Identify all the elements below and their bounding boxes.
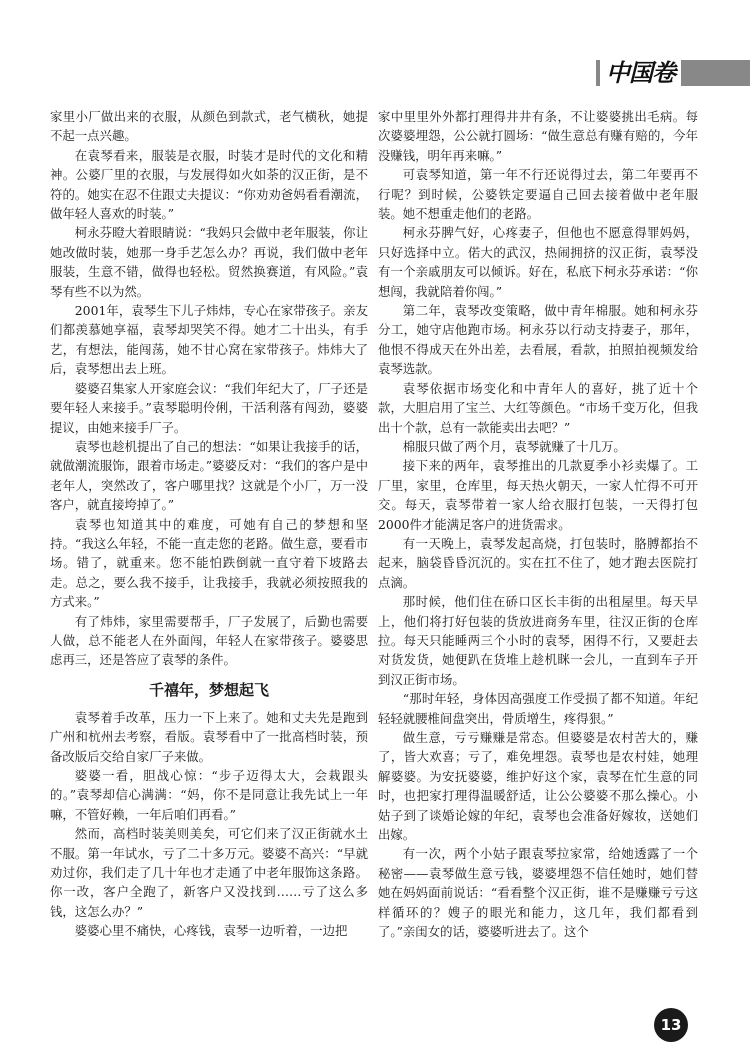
paragraph: 然而，高档时装美则美矣，可它们来了汉正街就水土不服。第一年试水，亏了二十多万元。婆婆不高兴：“早就劝过你，我们走了几十年也才走通了中老年服饰这条路。你一改，客户全跑了，新客户又没找到……亏了这么多钱，这怎么办？” xyxy=(50,826,368,919)
left-column xyxy=(50,107,368,941)
paragraph: 有一次，两个小姑子跟袁琴拉家常，给她透露了一个秘密——袁琴做生意亏钱，婆婆埋怨不信任她时，她们替她在妈妈面前说话：“看看整个汉正街，谁不是赚赚亏亏这样循环的？嫂子的眼光和能力，这几年，我们都看到了。”亲闺女的话，婆婆听进去了。这个 xyxy=(378,846,698,940)
paragraph: 可袁琴知道，第一年不行还说得过去，第二年要再不行呢？到时候，公婆铁定要逼自己回去接着做中老年服装。她不想重走他们的老路。 xyxy=(378,167,698,222)
paragraph: 袁琴依据市场变化和中青年人的喜好，挑了近十个款，大胆启用了宝兰、大红等颜色。“市场千变万化，但我出十个款，总有一款能卖出去吧？” xyxy=(378,380,698,435)
magazine-logo: 中国卷 xyxy=(600,58,681,88)
paragraph: 袁琴也趁机提出了自己的想法：“如果让我接手的话，就做潮流服饰，跟着市场走。”婆婆反对：“我们的客户是中老年人，突然改了，客户哪里找？这就是个小厂，万一没客户，就直接垮掉了。” xyxy=(50,438,368,513)
paragraph: 婆婆心里不痛快，心疼钱，袁琴一边听着，一边把 xyxy=(74,923,348,939)
paragraph: 第二年，袁琴改变策略，做中青年棉服。她和柯永芬分工，她守店他跑市场。柯永芬以行动支持妻子，那年，他恨不得成天在外出差，去看展，看款，拍照拍视频发给袁琴选款。 xyxy=(378,303,698,377)
paragraph: 棉服只做了两个月，袁琴就赚了十几万。 xyxy=(402,438,626,454)
paragraph: 接下来的两年，袁琴推出的几款夏季小衫卖爆了。工厂里，家里，仓库里，每天热火朝天，一家人忙得不可开交。每天，袁琴带着一家人给衣服打包装，一天得打包2000件才能满足客户的进货需求。 xyxy=(378,458,698,532)
paragraph: 家里小厂做出来的衣服，从颜色到款式，老气横秋，她提不起一点兴趣。 xyxy=(50,109,368,144)
section-heading: 千禧年，梦想起飞 xyxy=(148,680,269,699)
paragraph: 柯永芬脾气好，心疼妻子，但他也不愿意得罪妈妈，只好选择中立。偌大的武汉，热闹拥挤的汉正街，袁琴没有一个亲戚朋友可以倾诉。好在，私底下柯永芬承诺：“你想闯，我就陪着你闯。” xyxy=(378,225,698,299)
paragraph: “那时年轻，身体因高强度工作受损了都不知道。年纪轻轻就腰椎间盘突出，骨质增生，疼得狠。” xyxy=(378,691,698,726)
paragraph: 袁琴着手改革，压力一下上来了。她和丈夫先是跑到广州和杭州去考察，看版。袁琴看中了一批高档时装，预备改版后交给自家厂子来做。 xyxy=(50,709,368,764)
paragraph: 有一天晚上，袁琴发起高烧，打包装时，胳膊都抬不起来，脑袋昏昏沉沉的。实在扛不住了，她才跑去医院打点滴。 xyxy=(378,535,698,590)
paragraph: 袁琴也知道其中的难度，可她有自己的梦想和坚持。“我这么年轻，不能一直走您的老路。做生意，要看市场。错了，就重来。您不能怕跌倒就一直守着下坡路去走。总之，要么我不接手，让我接手，我就必须按照我的方式来。” xyxy=(50,516,368,610)
paragraph: 那时候，他们住在硚口区长丰街的出租屋里。每天早上，他们将打好包装的货放进商务车里，往汉正街的仓库拉。每天只能睡两三个小时的袁琴，困得不行，又要赶去对货发货，她便趴在货堆上趁机眯一会儿，一直到车子开到汉正街市场。 xyxy=(378,594,698,687)
right-column xyxy=(378,107,698,941)
paragraph: 做生意，亏亏赚赚是常态。但婆婆是农村苦大的，赚了，皆大欢喜；亏了，难免埋怨。袁琴也是农村娃，她理解婆婆。为安抚婆婆，维护好这个家，袁琴在忙生意的同时，也把家打理得温暖舒适，让公公婆婆不那么操心。小姑子到了谈婚论嫁的年纪，袁琴也会准备好嫁妆，送她们出嫁。 xyxy=(378,730,698,843)
paragraph: 柯永芬瞪大着眼睛说：“我妈只会做中老年服装，你让她改做时装，她那一身手艺怎么办？再说，我们做中老年服装，生意不错，做得也轻松。贸然换赛道，有风险。”袁琴有些不以为然。 xyxy=(50,225,368,299)
paragraph: 有了炜炜，家里需要帮手，厂子发展了，后勤也需要人做，总不能老人在外面闯，年轻人在家带孩子。婆婆思虑再三，还是答应了袁琴的条件。 xyxy=(50,613,368,668)
paragraph: 2001年，袁琴生下儿子炜炜，专心在家带孩子。亲友们都羡慕她享福，袁琴却哭笑不得。她才二十出头，有手艺，有想法，能闯荡，她不甘心窝在家带孩子。炜炜大了后，袁琴想出去上班。 xyxy=(50,303,368,377)
paragraph: 在袁琴看来，服装是衣服，时装才是时代的文化和精神。公婆厂里的衣服，与发展得如火如荼的汉正街，是不符的。她实在忍不住跟丈夫提议：“你劝劝爸妈看看潮流，做年轻人喜欢的时装。” xyxy=(50,147,368,222)
paragraph: 婆婆召集家人开家庭会议：“我们年纪大了，厂子还是要年轻人来接手。”袁琴聪明伶俐，干活利落有闯劲，婆婆提议，由她来接手厂子。 xyxy=(50,380,368,435)
paragraph: 婆婆一看，胆战心惊：“步子迈得太大，会栽跟头的。”袁琴却信心满满：“妈，你不是同意让我先试上一年嘛，不管好赖，一年后咱们再看。” xyxy=(50,768,368,822)
paragraph: 家中里里外外都打理得井井有条，不让婆婆挑出毛病。每次婆婆埋怨，公公就打圆场：“做生意总有赚有赔的，今年没赚钱，明年再来嘛。” xyxy=(378,109,698,163)
page-number: 13 xyxy=(654,1008,688,1042)
